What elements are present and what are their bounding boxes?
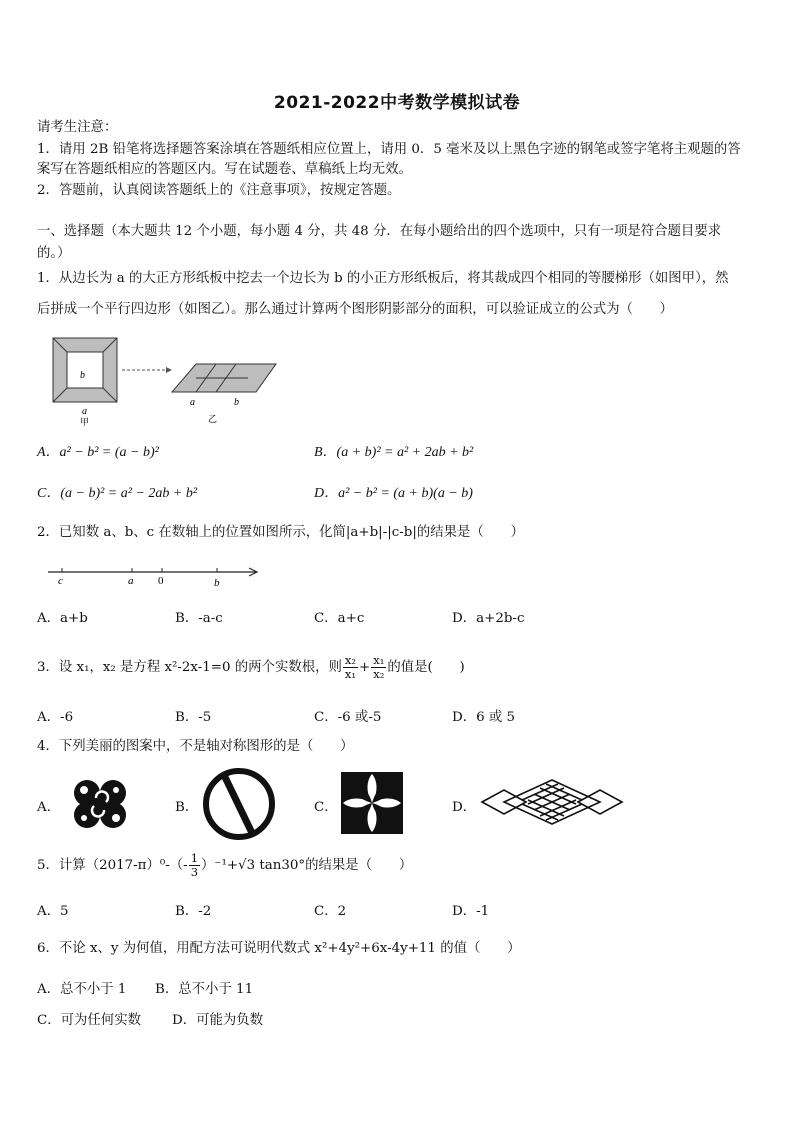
label-c: c	[58, 575, 63, 587]
q4-option-c: C．	[314, 800, 338, 815]
q3-option-d: D．6 或 5	[452, 710, 516, 725]
q5-option-a: A．5	[37, 904, 69, 919]
q2-option-c: C．a+c	[314, 611, 365, 626]
fig-label-b: b	[80, 370, 85, 381]
fig-label-a2: a	[190, 397, 195, 408]
q5-stem-suffix: ）⁻¹+√3 tan30°的结果是（ ）	[201, 858, 413, 873]
notice-heading: 请考生注意：	[37, 120, 118, 135]
q4-stem: 4．下列美丽的图案中，不是轴对称图形的是（ ）	[37, 739, 354, 754]
section-heading-line-2: 的。）	[37, 246, 71, 261]
notice-line-1: 1．请用 2B 铅笔将选择题答案涂填在答题纸相应位置上，请用 0．5 毫米及以上黑色字迹的钢笔或签字笔将主观题的答	[37, 142, 741, 157]
q2-option-a: A．a+b	[37, 611, 88, 626]
fig-label-b2: b	[234, 397, 239, 408]
q4-option-d: D．	[452, 800, 477, 815]
q3-option-c: C．-6 或-5	[314, 710, 382, 725]
q2-number-line	[44, 562, 264, 592]
plus-sign: +	[359, 660, 371, 675]
label-a: a	[128, 575, 134, 587]
pattern-a-image	[64, 772, 136, 836]
q1-figure	[48, 334, 318, 426]
q3-fraction-2	[371, 654, 386, 681]
q5-option-d: D．-1	[452, 904, 490, 919]
fig-label-yi: 乙	[208, 415, 218, 425]
frac1-numerator: x₂	[344, 653, 357, 667]
pattern-d-image	[478, 776, 626, 828]
frac2-numerator: x₁	[373, 653, 385, 667]
q3-stem	[37, 650, 465, 686]
notice-line-3: 2．答题前，认真阅读答题纸上的《注意事项》，按规定答题。	[37, 183, 401, 198]
q3-stem-suffix: 的值是( )	[387, 660, 465, 675]
q5-stem	[37, 847, 412, 885]
fig-label-jia: 甲	[80, 418, 90, 426]
pattern-c-image	[340, 771, 404, 835]
q2-stem: 2．已知数 a、b、c 在数轴上的位置如图所示，化简|a+b|-|c-b|的结果是（ ）	[37, 525, 524, 540]
q5-option-c: C．2	[314, 904, 347, 919]
q6-option-b: B．总不小于 11	[155, 982, 254, 997]
q1-option-b: B．(a + b)² = a² + 2ab + b²	[314, 445, 474, 460]
q6-stem: 6．不论 x、y 为何值，用配方法可说明代数式 x²+4y²+6x-4y+11 的值（ ）	[37, 941, 521, 956]
q6-option-c: C．可为任何实数	[37, 1013, 141, 1028]
q5-frac-denominator: 3	[190, 865, 199, 879]
label-b: b	[214, 577, 220, 589]
q3-option-b: B．-5	[175, 710, 212, 725]
q1-stem-line-2: 后拼成一个平行四边形（如图乙）。那么通过计算两个图形阴影部分的面积，可以验证成立的公式为（ ）	[37, 302, 674, 317]
q6-option-a: A．总不小于 1	[37, 982, 127, 997]
q1-option-c: C．(a − b)² = a² − 2ab + b²	[37, 486, 198, 501]
q3-fraction-1	[343, 654, 358, 681]
q5-frac-numerator: 1	[190, 851, 199, 865]
label-0: 0	[158, 575, 164, 587]
page-title: 2021-2022中考数学模拟试卷	[273, 93, 521, 113]
fig-label-a: a	[82, 406, 87, 417]
arrow-head	[166, 367, 172, 373]
q4-option-b: B．	[175, 800, 199, 815]
q1-option-d: D．a² − b² = (a + b)(a − b)	[314, 486, 473, 501]
parallelogram-figure	[172, 364, 276, 392]
q2-option-b: B．-a-c	[175, 611, 223, 626]
section-heading-line-1: 一、选择题（本大题共 12 个小题，每小题 4 分，共 48 分．在每小题给出的四个选项中，只有一项是符合题目要求	[37, 224, 722, 239]
frac1-denominator: x₁	[344, 667, 357, 681]
notice-line-2: 案写在答题纸相应的答题区内。写在试题卷、草稿纸上均无效。	[37, 162, 412, 177]
q3-option-a: A．-6	[37, 710, 74, 725]
frac2-denominator: x₂	[373, 667, 385, 681]
q6-option-d: D．可能为负数	[172, 1013, 264, 1028]
q1-stem-line-1: 1．从边长为 a 的大正方形纸板中挖去一个边长为 b 的小正方形纸板后，将其裁成四个相同的等腰梯形（如图甲），然	[37, 271, 729, 286]
q2-option-d: D．a+2b-c	[452, 611, 525, 626]
q5-option-b: B．-2	[175, 904, 212, 919]
q4-option-a: A．	[37, 800, 61, 815]
square-frame-figure	[53, 338, 117, 402]
q5-stem-prefix: 5．计算（2017-π）⁰-（-	[37, 858, 188, 873]
q5-fraction	[189, 852, 200, 879]
q3-stem-prefix: 3．设 x₁，x₂ 是方程 x²-2x-1=0 的两个实数根，则	[37, 660, 342, 675]
q1-option-a: A．a² − b² = (a − b)²	[37, 445, 159, 460]
pattern-b-image	[200, 766, 278, 842]
